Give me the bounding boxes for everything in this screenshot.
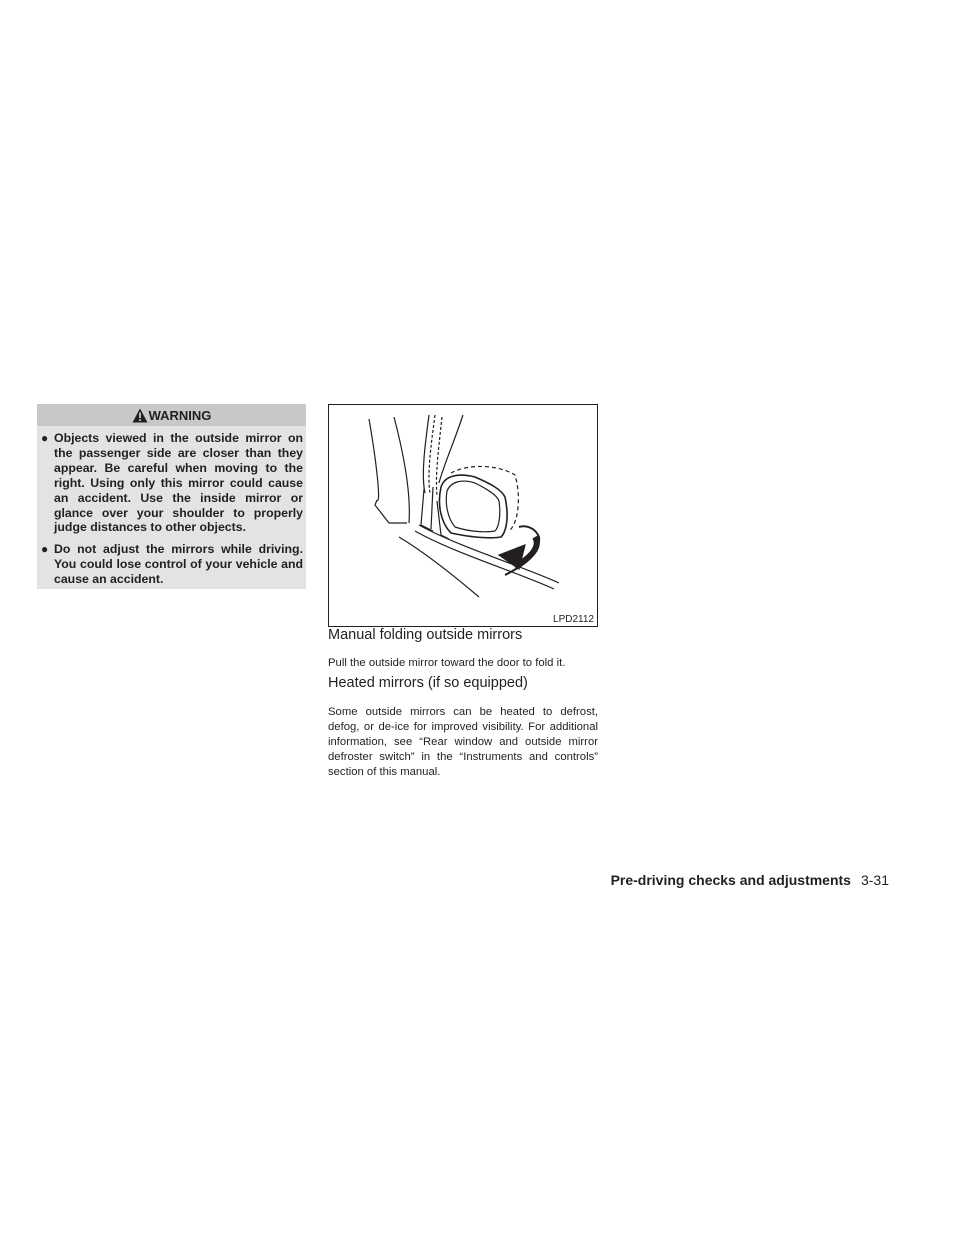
bullet-icon: ●	[41, 431, 49, 445]
page-footer	[611, 872, 889, 888]
warning-item	[41, 431, 303, 535]
folding-mirror-drawing	[329, 405, 597, 626]
warning-triangle-icon	[132, 408, 148, 423]
figure-code: LPD2112	[553, 614, 594, 625]
section-body-heated-mirrors: Some outside mirrors can be heated to defrost, defog, or de-ice for improved visibility. For additional information, see “Rear window and outside mirror defroster switch” in the “Instruments and controls” section of this manual.	[328, 706, 598, 778]
mirror-illustration	[328, 404, 598, 627]
section-heading-manual-folding: Manual folding outside mirrors	[328, 627, 523, 643]
section-heading-heated-mirrors: Heated mirrors (if so equipped)	[328, 675, 528, 691]
warning-item-text: Objects viewed in the outside mirror on the passenger side are closer than they appear. Be careful when moving to the right. Using only this mirror could cause an accident. Use the inside mirror or glance over your shoulder to properly judge distances to other objects.	[54, 431, 303, 535]
warning-item-text: Do not adjust the mirrors while driving. You could lose control of your vehicle and cause an accident.	[54, 542, 303, 587]
warning-box	[37, 404, 306, 589]
bullet-icon: ●	[41, 542, 49, 557]
warning-title: WARNING	[148, 408, 212, 423]
page-number: 3-31	[860, 872, 889, 888]
warning-header	[37, 404, 306, 426]
footer-section-title: Pre-driving checks and adjustments	[610, 872, 851, 888]
warning-item	[41, 542, 303, 587]
section-body-manual-folding: Pull the outside mirror toward the door to fold it.	[328, 657, 566, 669]
warning-list	[37, 426, 306, 587]
